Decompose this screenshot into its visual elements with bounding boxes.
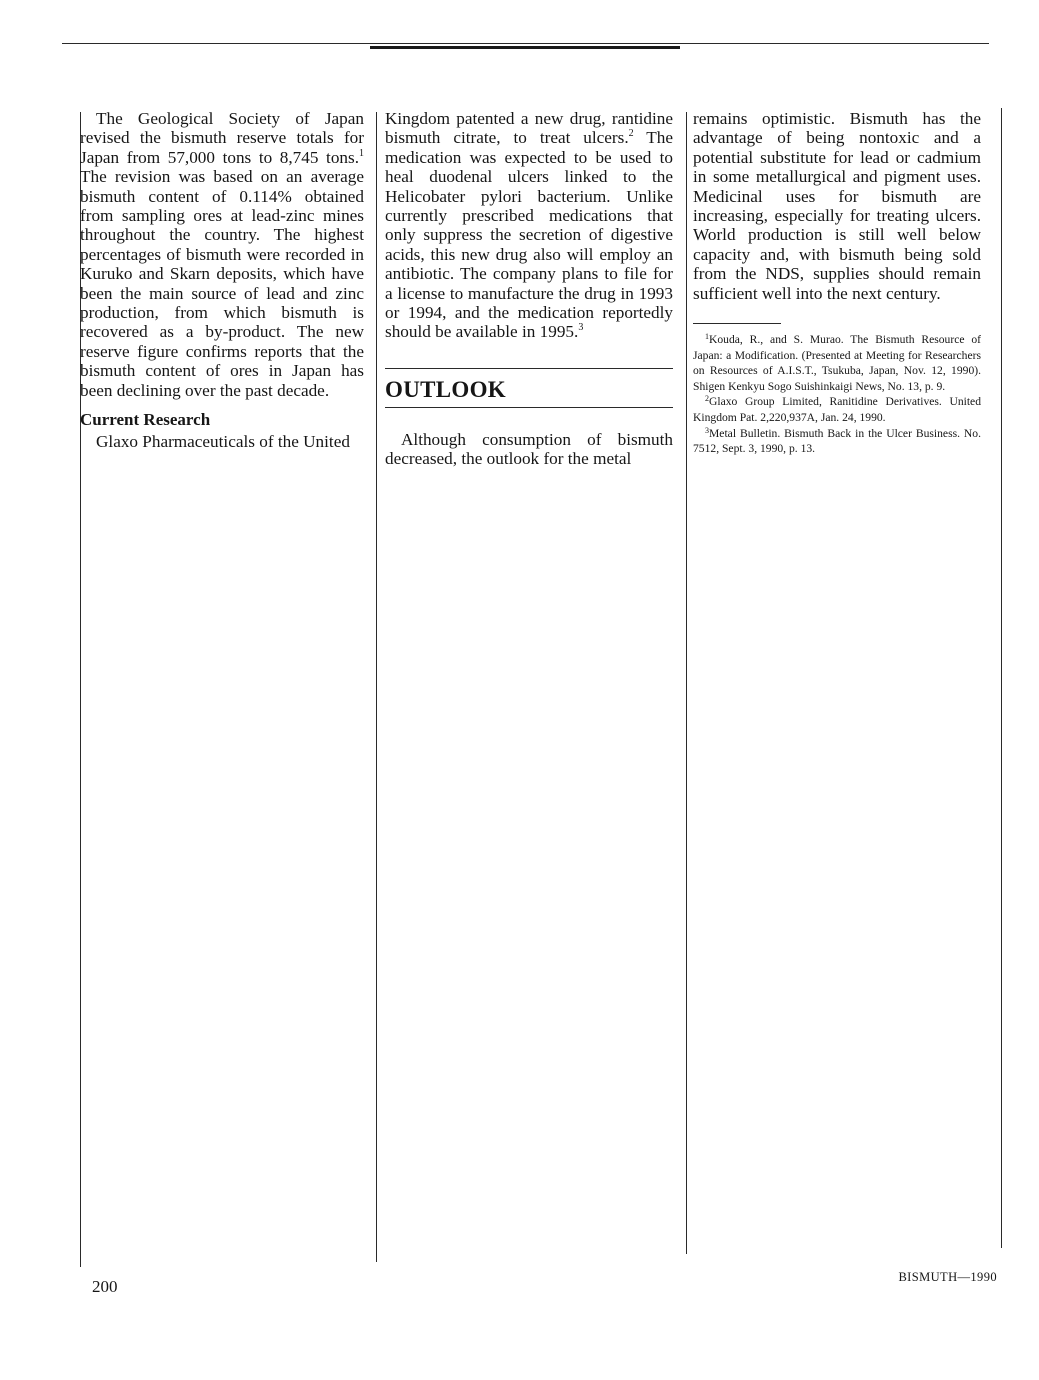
column-rule-right <box>1001 108 1002 1248</box>
column-rule-1 <box>376 112 377 1262</box>
outlook-rule-top <box>385 368 673 369</box>
subheading-current-research: Current Research <box>80 410 211 430</box>
column-1 <box>80 109 364 452</box>
paragraph-research-cont <box>385 109 673 342</box>
top-rule-accent <box>370 46 680 49</box>
outlook-rule-bottom <box>385 407 673 408</box>
footnote-mark-1: 1 <box>705 332 709 342</box>
column-2 <box>385 109 673 469</box>
footnote-text-1: Kouda, R., and S. Murao. The Bismuth Resource of Japan: a Modification. (Presented at Meeting for Researchers on Resources of A.I.S.T., Tsukuba, Japan, Nov. 12, 1990). Shigen Kenkyu Sogo Suishinkaigi News, No. 13, p. 9. <box>693 333 981 393</box>
footnote-rule <box>693 323 781 324</box>
outlook-section <box>385 368 673 408</box>
footnote-ref-3: 3 <box>578 322 584 334</box>
paragraph-outlook-start: Although consumption of bismuth decreased, the outlook for the metal <box>385 429 673 469</box>
reserves-text: The Geological Society of Japan revised the bismuth reserve totals for Japan from 57,000 tons to 8,745 tons. <box>80 109 364 167</box>
footnote-2 <box>693 394 981 425</box>
paragraph-outlook-cont: remains optimistic. Bismuth has the advantage of being nontoxic and a potential substitute for lead or cadmium in some metallurgical and pigment uses. Medicinal uses for bismuth are increasing, especially for treating ulcers. World production is still well below capacity and, with bismuth being sold from the NDS, supplies should remain sufficient well into the next century. <box>693 109 981 303</box>
top-rule <box>62 43 989 44</box>
research-text-b: The medication was expected to be used to heal duodenal ulcers linked to the Helicobater pylori bacterium. Unlike currently prescribed medications that only suppress the secretion of digestive acids, this new drug also will employ an antibiotic. The company plans to file for a license to manufacture the drug in 1993 or 1994, and the medication reportedly should be available in 1995. <box>385 128 673 342</box>
footnote-text-2: Glaxo Group Limited, Ranitidine Derivatives. United Kingdom Pat. 2,220,937A, Jan. 24, 1990. <box>693 395 981 425</box>
research-text-a: Kingdom patented a new drug, rantidine bismuth citrate, to treat ulcers. <box>385 109 673 148</box>
footnote-mark-2: 2 <box>705 394 709 404</box>
footnote-ref-2: 2 <box>628 128 634 140</box>
section-heading-outlook: OUTLOOK <box>385 376 506 402</box>
running-head: BISMUTH—1990 <box>898 1270 997 1284</box>
paragraph-reserves <box>80 109 364 400</box>
footnote-3 <box>693 426 981 457</box>
column-rule-2 <box>686 112 687 1254</box>
paragraph-research-start: Glaxo Pharmaceuticals of the United <box>96 432 350 452</box>
reserves-text-cont: The revision was based on an average bismuth content of 0.114% obtained from sampling ores at lead-zinc mines throughout the country. The highest percentages of bismuth were recorded in Kuruko and Skarn deposits, which have been the main source of lead and zinc production, from which bismuth is recovered as a by-product. The new reserve figure confirms reports that the bismuth content of ores in Japan has been declining over the past decade. <box>80 167 364 400</box>
footnote-text-3: Metal Bulletin. Bismuth Back in the Ulcer Business. No. 7512, Sept. 3, 1990, p. 13. <box>693 426 981 456</box>
footnote-ref-1: 1 <box>359 147 364 159</box>
column-3 <box>693 109 981 457</box>
footnote-mark-3: 3 <box>705 425 709 435</box>
page-number: 200 <box>92 1277 118 1296</box>
footnote-1 <box>693 332 981 394</box>
